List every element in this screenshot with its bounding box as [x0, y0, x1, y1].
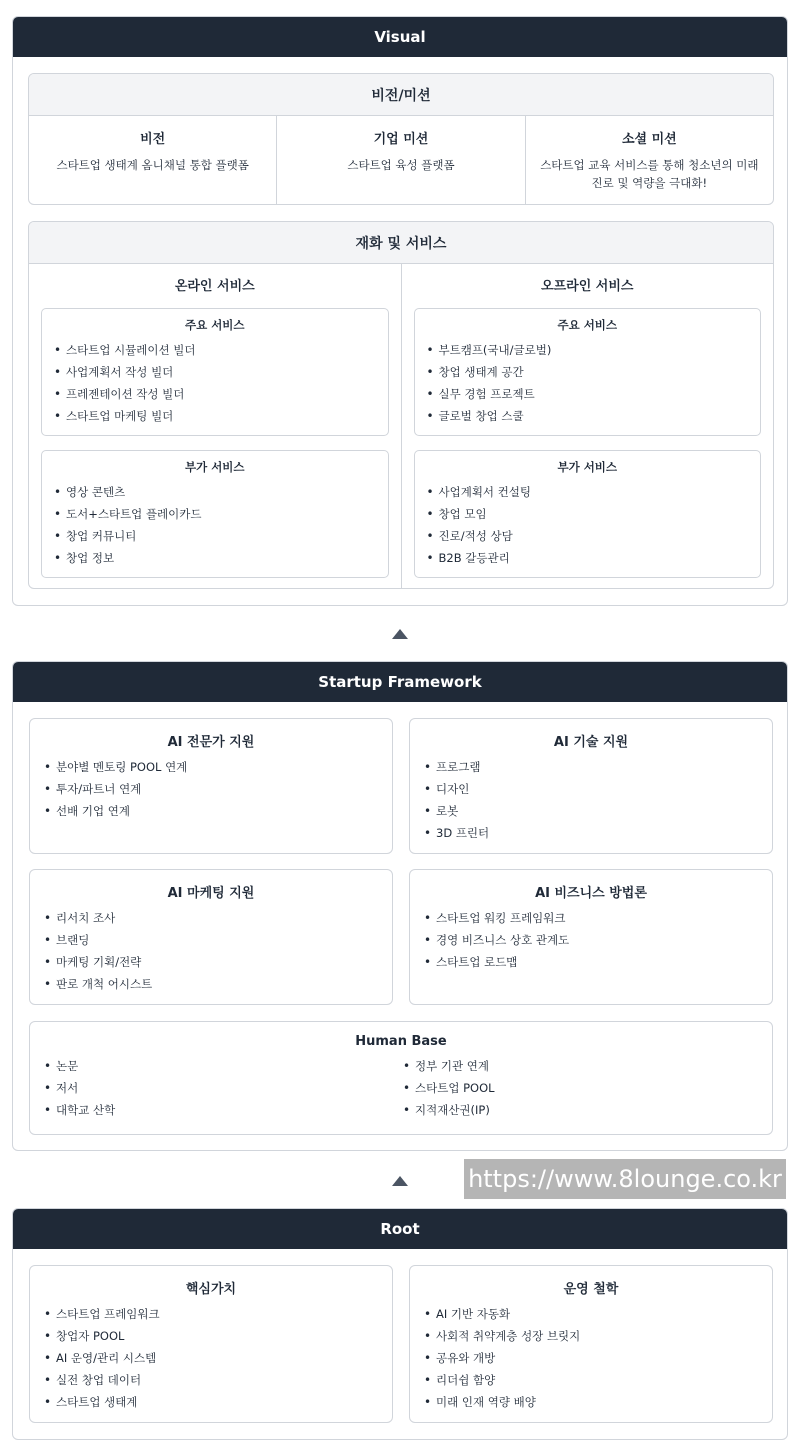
- list-item: • 정부 기관 연계: [401, 1055, 760, 1077]
- arrow-up-icon: [392, 1176, 408, 1186]
- list-item: • 스타트업 시뮬레이션 빌더: [52, 339, 378, 361]
- online-extra-services: [41, 450, 389, 578]
- ai-expert-title: AI 전문가 지원: [167, 735, 255, 750]
- list-item: • 진로/적성 상담: [425, 525, 751, 547]
- list-item: • 프레젠테이션 작성 빌더: [52, 383, 378, 405]
- services-title: 재화 및 서비스: [29, 222, 773, 264]
- list-item: • 부트캠프(국내/글로벌): [425, 339, 751, 361]
- list-item: • 사업계획서 작성 빌더: [52, 361, 378, 383]
- human-base-left-list: [42, 1055, 401, 1121]
- list-item: • 글로벌 창업 스쿨: [425, 405, 751, 427]
- root-header: Root: [13, 1209, 787, 1249]
- list-item: • 대학교 산학: [42, 1099, 401, 1121]
- vision-mission-title: 비전/미션: [29, 74, 773, 116]
- list-item: • 실전 창업 데이터: [42, 1369, 380, 1391]
- list-item: • 사회적 취약계층 성장 브릿지: [422, 1325, 760, 1347]
- human-base-title: Human Base: [355, 1034, 447, 1049]
- list-item: • 3D 프린터: [422, 822, 760, 844]
- list-item: • 스타트업 POOL: [401, 1077, 760, 1099]
- ai-tech-title: AI 기술 지원: [553, 735, 629, 750]
- social-mission-text: 스타트업 교육 서비스를 통해 청소년의 미래 진로 및 역량을 극대화!: [540, 158, 759, 190]
- list-item: • 저서: [42, 1077, 401, 1099]
- list-item: • 로봇: [422, 800, 760, 822]
- arrow-up-icon: [392, 629, 408, 639]
- corporate-mission-text: 스타트업 육성 플랫폼: [347, 158, 455, 172]
- list-item: • 스타트업 프레임워크: [42, 1303, 380, 1325]
- corporate-mission-title: 기업 미션: [373, 132, 429, 147]
- list-item: • 도서+스타트업 플레이카드: [52, 503, 378, 525]
- ai-marketing-title: AI 마케팅 지원: [167, 886, 255, 901]
- list-item: • 리더쉽 함양: [422, 1369, 760, 1391]
- visual-header: Visual: [13, 17, 787, 57]
- list-item: • AI 운영/관리 시스템: [42, 1347, 380, 1369]
- corporate-mission-column: [277, 116, 525, 204]
- list-item: • 창업 커뮤니티: [52, 525, 378, 547]
- offline-extra-title: 부가 서비스: [557, 460, 618, 474]
- list-item: • 창업자 POOL: [42, 1325, 380, 1347]
- list-item: • 프로그램: [422, 756, 760, 778]
- list-item: • 스타트업 워킹 프레임워크: [422, 907, 760, 929]
- offline-main-services: [414, 308, 762, 436]
- ai-tech-card: [409, 718, 773, 854]
- core-values-title: 핵심가치: [185, 1282, 237, 1297]
- root-section: [12, 1208, 788, 1440]
- vision-title: 비전: [140, 132, 166, 147]
- social-mission-title: 소셜 미션: [621, 132, 677, 147]
- list-item: • 영상 콘텐츠: [52, 481, 378, 503]
- offline-extra-services: [414, 450, 762, 578]
- ai-business-card: [409, 869, 773, 1005]
- list-item: • AI 기반 자동화: [422, 1303, 760, 1325]
- ai-expert-card: [29, 718, 393, 854]
- ai-marketing-card: [29, 869, 393, 1005]
- human-base-right-list: [401, 1055, 760, 1121]
- online-main-title: 주요 서비스: [184, 318, 245, 332]
- operating-philosophy-title: 운영 철학: [563, 1282, 619, 1297]
- list-item: • 판로 개척 어시스트: [42, 973, 380, 995]
- list-item: • 공유와 개방: [422, 1347, 760, 1369]
- list-item: • 경영 비즈니스 상호 관계도: [422, 929, 760, 951]
- vision-mission-box: [28, 73, 774, 205]
- social-mission-column: [526, 116, 773, 204]
- list-item: • 실무 경험 프로젝트: [425, 383, 751, 405]
- list-item: • 스타트업 마케팅 빌더: [52, 405, 378, 427]
- list-item: • 마케팅 기획/전략: [42, 951, 380, 973]
- list-item: • 스타트업 로드맵: [422, 951, 760, 973]
- visual-section: [12, 16, 788, 606]
- list-item: • 리서치 조사: [42, 907, 380, 929]
- list-item: • 스타트업 생태계: [42, 1391, 380, 1413]
- list-item: • 선배 기업 연계: [42, 800, 380, 822]
- list-item: • B2B 갈등관리: [425, 547, 751, 569]
- online-extra-title: 부가 서비스: [184, 460, 245, 474]
- offline-services: [402, 264, 774, 589]
- list-item: • 디자인: [422, 778, 760, 800]
- framework-section: [12, 661, 788, 1151]
- list-item: • 지적재산권(IP): [401, 1099, 760, 1121]
- online-main-services: [41, 308, 389, 436]
- list-item: • 미래 인재 역량 배양: [422, 1391, 760, 1413]
- offline-services-title: 오프라인 서비스: [541, 279, 634, 294]
- framework-header: Startup Framework: [13, 662, 787, 702]
- list-item: • 브랜딩: [42, 929, 380, 951]
- vision-column: [29, 116, 277, 204]
- list-item: • 창업 모임: [425, 503, 751, 525]
- online-services: [29, 264, 402, 589]
- ai-business-title: AI 비즈니스 방법론: [535, 886, 647, 901]
- list-item: • 논문: [42, 1055, 401, 1077]
- offline-main-title: 주요 서비스: [557, 318, 618, 332]
- services-box: [28, 221, 774, 589]
- vision-text: 스타트업 생태계 옴니채널 통합 플랫폼: [56, 158, 249, 172]
- online-services-title: 온라인 서비스: [174, 279, 255, 294]
- list-item: • 사업계획서 컨설팅: [425, 481, 751, 503]
- core-values-card: [29, 1265, 393, 1423]
- list-item: • 창업 정보: [52, 547, 378, 569]
- list-item: • 투자/파트너 연계: [42, 778, 380, 800]
- list-item: • 분야별 멘토링 POOL 연계: [42, 756, 380, 778]
- human-base-card: [29, 1021, 773, 1135]
- watermark: https://www.8lounge.co.kr: [464, 1159, 786, 1199]
- list-item: • 창업 생태계 공간: [425, 361, 751, 383]
- operating-philosophy-card: [409, 1265, 773, 1423]
